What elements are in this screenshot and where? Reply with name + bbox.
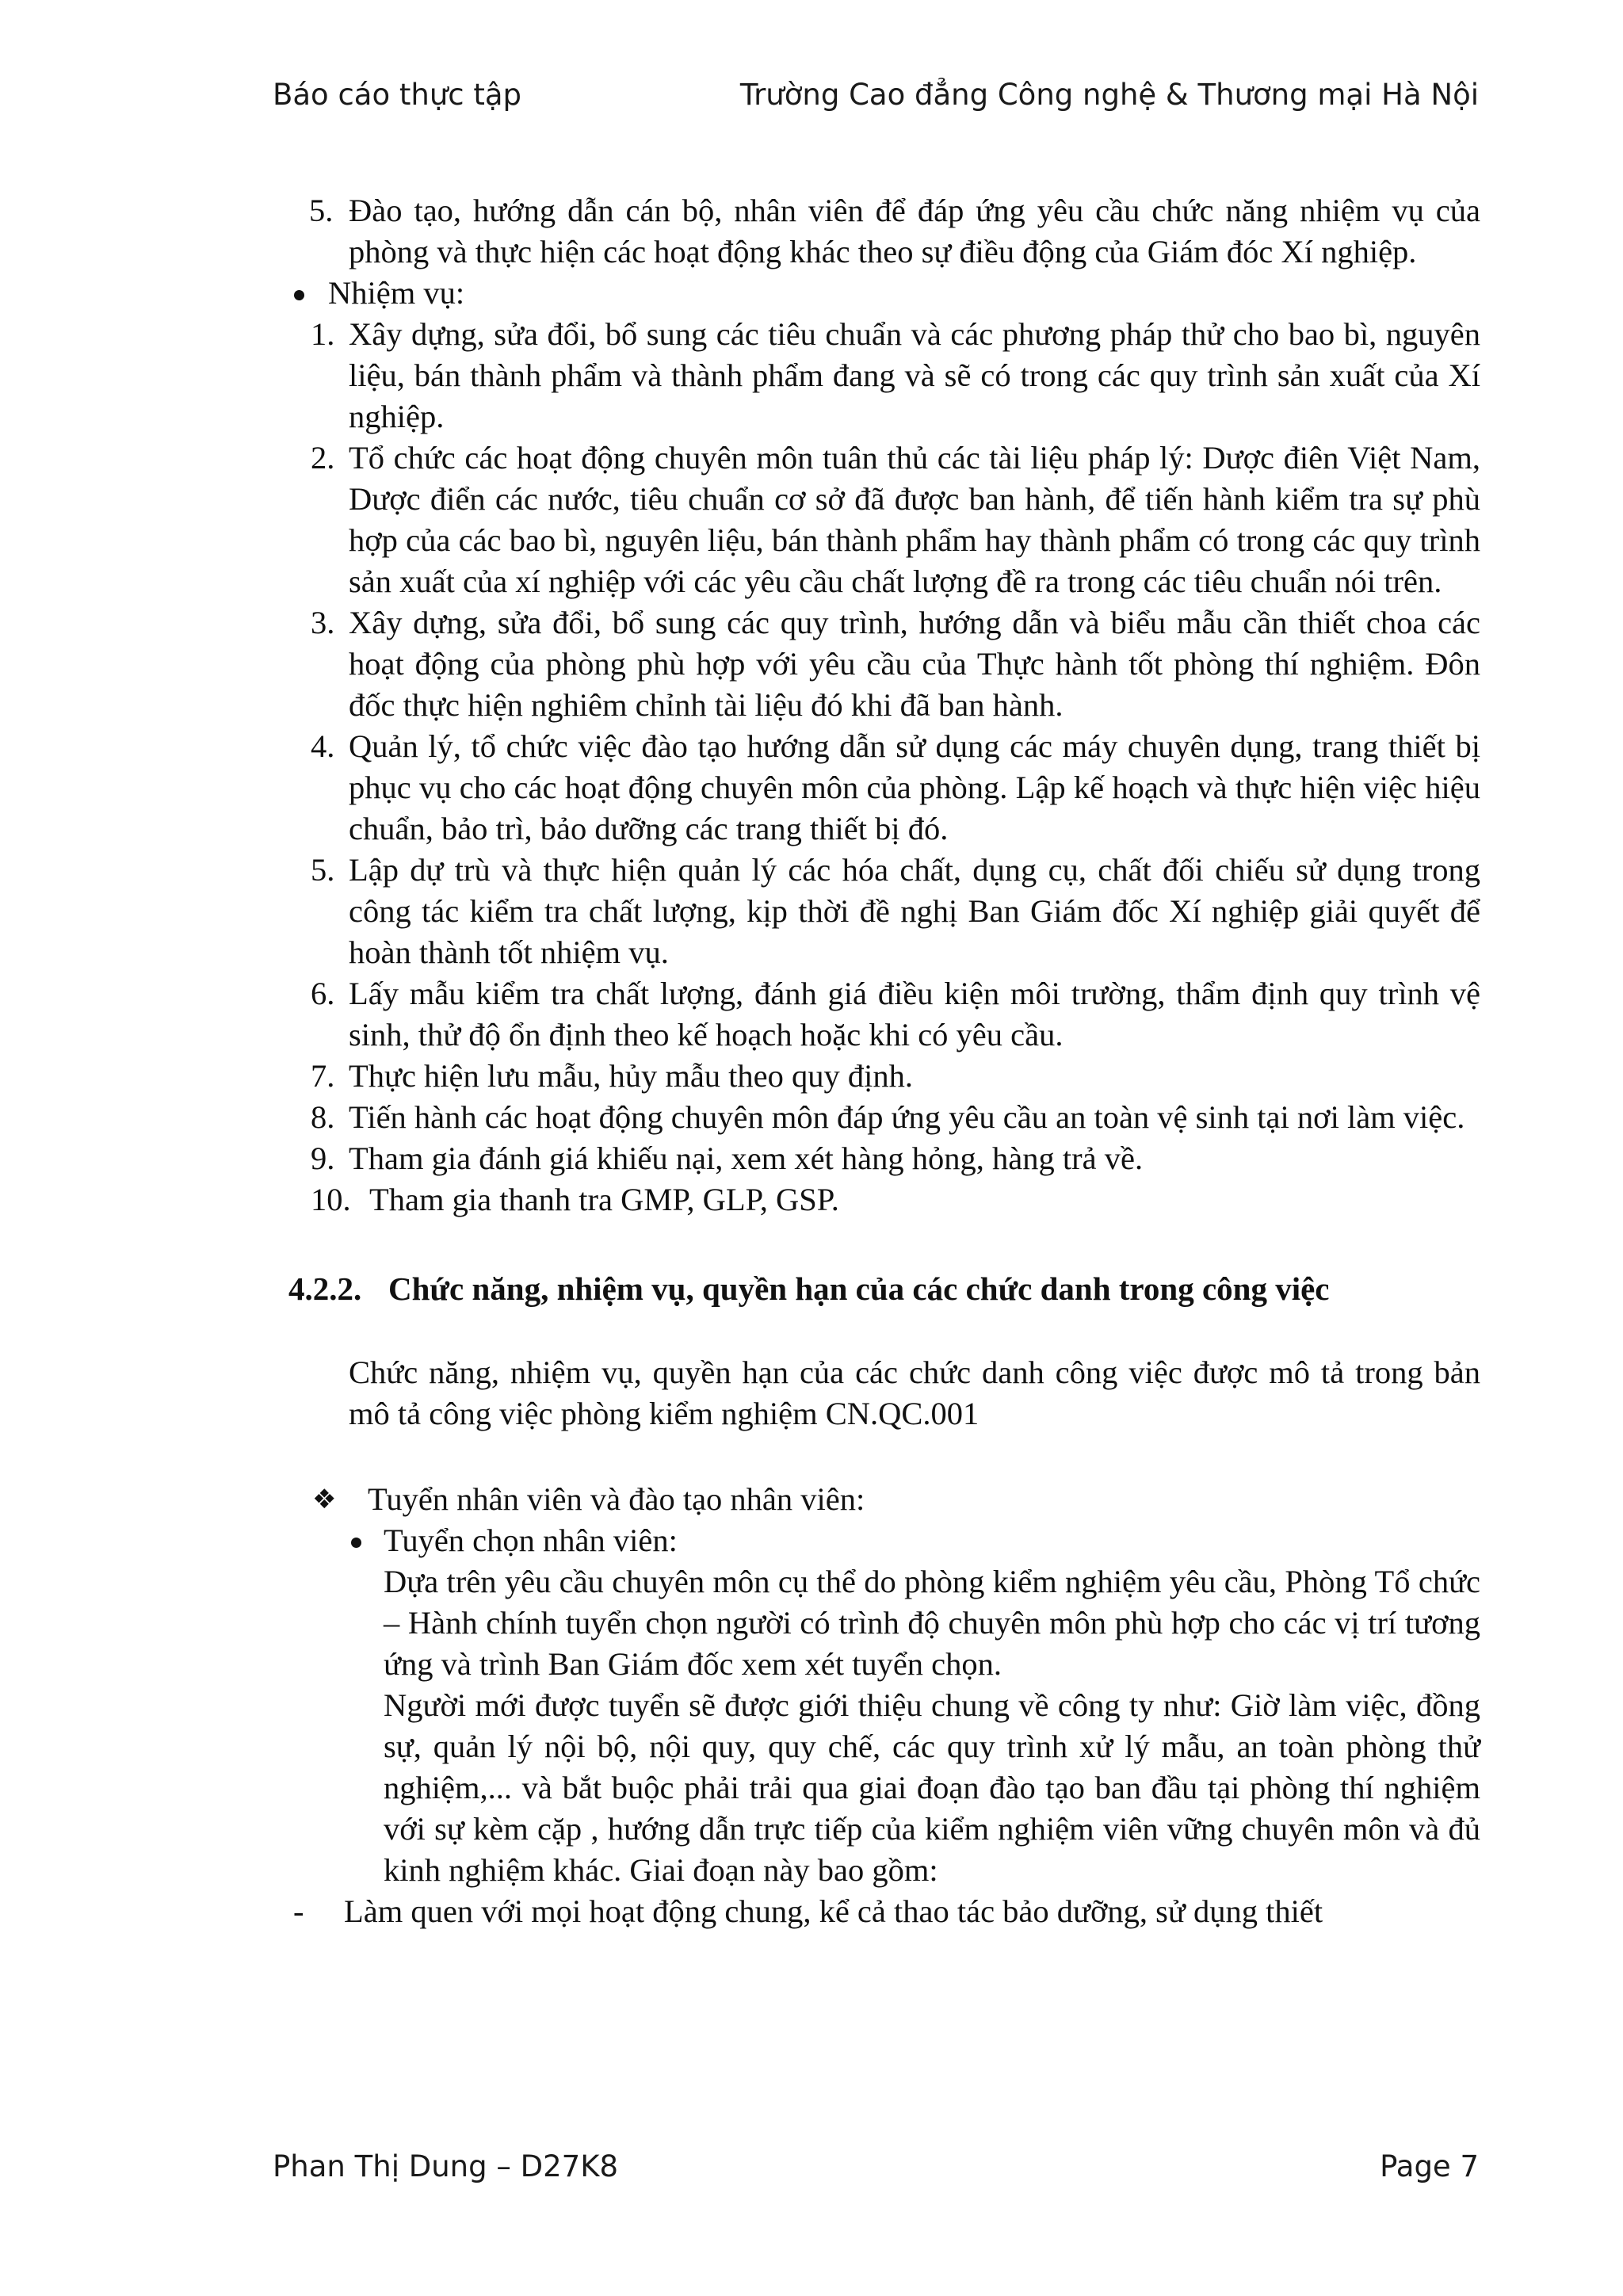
list-item bbox=[0, 1097, 1623, 1138]
list-number: 10. bbox=[311, 1182, 351, 1217]
bullet-icon bbox=[351, 1538, 361, 1548]
recruit-label: Tuyển nhân viên và đào tạo nhân viên: bbox=[368, 1481, 865, 1517]
section-heading bbox=[0, 1268, 1623, 1309]
dash-list-item bbox=[0, 1891, 1623, 1932]
footer-author: Phan Thị Dung – D27K8 bbox=[273, 2149, 619, 2183]
list-item bbox=[0, 190, 1623, 273]
list-text: Tiến hành các hoạt động chuyên môn đáp ứng yêu cầu an toàn vệ sinh tại nơi làm việc. bbox=[349, 1099, 1465, 1135]
list-number: 2. bbox=[311, 440, 335, 476]
bullet-icon bbox=[294, 290, 304, 300]
list-text: Quản lý, tổ chức việc đào tạo hướng dẫn sử dụng các máy chuyên dụng, trang thiết bị phục vụ cho các hoạt động chuyên môn của phòng. Lập kế hoạch và thực hiện việc hiệu chuẩn, bảo trì, bảo dưỡng các trang thiết bị đó. bbox=[349, 728, 1480, 846]
list-number: 5. bbox=[309, 193, 334, 228]
recruit-sub-label: Tuyển chọn nhân viên: bbox=[384, 1522, 678, 1558]
duties-heading bbox=[0, 273, 1623, 314]
list-text: Tổ chức các hoạt động chuyên môn tuân thủ các tài liệu pháp lý: Dược điên Việt Nam, Dược điển các nước, tiêu chuẩn cơ sở đã được ban hành, để tiến hành kiểm tra sự phù hợp của các bao bì, nguyên liệu, bán thành phẩm hay thành phẩm có trong các quy trình sản xuất của xí nghiệp với các yêu cầu chất lượng đề ra trong các tiêu chuẩn nói trên. bbox=[349, 440, 1480, 599]
recruit-paragraph-1: Dựa trên yêu cầu chuyên môn cụ thể do phòng kiểm nghiệm yêu cầu, Phòng Tổ chức – Hành chính tuyển chọn người có trình độ chuyên môn phù hợp cho các vị trí tương ứng và trình Ban Giám đốc xem xét tuyển chọn. bbox=[384, 1564, 1480, 1682]
document-body bbox=[0, 190, 1623, 1932]
list-item bbox=[0, 1138, 1623, 1179]
section-number: 4.2.2. bbox=[288, 1270, 362, 1307]
list-text: Tham gia thanh tra GMP, GLP, GSP. bbox=[369, 1182, 839, 1217]
page-number: Page 7 bbox=[1380, 2149, 1479, 2183]
section-paragraph: Chức năng, nhiệm vụ, quyền hạn của các chức danh công việc được mô tả trong bản mô tả công việc phòng kiểm nghiệm CN.QC.001 bbox=[349, 1354, 1480, 1431]
recruit-paragraph-2: Người mới được tuyển sẽ được giới thiệu chung về công ty như: Giờ làm việc, đồng sự, quản lý nội bộ, nội quy, quy chế, các quy trình xử lý mẫu, an toàn phòng thử nghiệm,... và bắt buộc phải trải qua giai đoạn đào tạo ban đầu tại phòng thí nghiệm với sự kèm cặp , hướng dẫn trực tiếp của kiểm nghiệm viên vững chuyên môn và đủ kinh nghiệm khác. Giai đoạn này bao gồm: bbox=[384, 1687, 1480, 1888]
list-number: 6. bbox=[311, 976, 335, 1011]
page-footer bbox=[273, 2149, 1479, 2197]
list-number: 1. bbox=[311, 316, 335, 352]
dash-item-text: Làm quen với mọi hoạt động chung, kể cả thao tác bảo dưỡng, sử dụng thiết bbox=[344, 1893, 1323, 1929]
list-text: Lấy mẫu kiểm tra chất lượng, đánh giá điều kiện môi trường, thẩm định quy trình vệ sinh, thử độ ổn định theo kế hoạch hoặc khi có yêu cầu. bbox=[349, 976, 1480, 1052]
recruit-heading bbox=[0, 1479, 1623, 1520]
dash-icon: - bbox=[293, 1893, 304, 1929]
list-text: Xây dựng, sửa đổi, bổ sung các quy trình, hướng dẫn và biểu mẫu cần thiết choa các hoạt động của phòng phù hợp với yêu cầu của Thực hành tốt phòng thí nghiệm. Đôn đốc thực hiện nghiêm chỉnh tài liệu đó khi đã ban hành. bbox=[349, 605, 1480, 723]
list-text: Đào tạo, hướng dẫn cán bộ, nhân viên để đáp ứng yêu cầu chức năng nhiệm vụ của phòng và thực hiện các hoạt động khác theo sự điều động của Giám đóc Xí nghiệp. bbox=[349, 193, 1480, 269]
function-list bbox=[0, 190, 1623, 273]
list-item bbox=[0, 314, 1623, 437]
list-item bbox=[0, 437, 1623, 602]
list-number: 5. bbox=[311, 852, 335, 888]
list-text: Tham gia đánh giá khiếu nại, xem xét hàng hỏng, hàng trả về. bbox=[349, 1140, 1144, 1176]
list-item bbox=[0, 1179, 1623, 1221]
list-number: 7. bbox=[311, 1058, 335, 1094]
header-left-text: Báo cáo thực tập bbox=[273, 78, 522, 112]
list-number: 9. bbox=[311, 1140, 335, 1176]
header-right-text: Trường Cao đẳng Công nghệ & Thương mại Hà Nội bbox=[739, 78, 1479, 112]
list-item bbox=[0, 973, 1623, 1056]
list-item bbox=[0, 602, 1623, 726]
list-text: Thực hiện lưu mẫu, hủy mẫu theo quy định. bbox=[349, 1058, 914, 1094]
duties-label: Nhiệm vụ: bbox=[328, 275, 465, 311]
list-item bbox=[0, 850, 1623, 973]
list-item bbox=[0, 726, 1623, 850]
list-number: 3. bbox=[311, 605, 335, 640]
list-item bbox=[0, 1056, 1623, 1097]
page-header bbox=[273, 78, 1479, 125]
list-number: 4. bbox=[311, 728, 335, 764]
duties-list bbox=[0, 314, 1623, 1221]
section-title: Chức năng, nhiệm vụ, quyền hạn của các chức danh trong công việc bbox=[388, 1270, 1330, 1307]
list-number: 8. bbox=[311, 1099, 335, 1135]
recruit-sub-heading bbox=[0, 1520, 1623, 1561]
four-diamond-icon: ❖ bbox=[312, 1484, 337, 1515]
list-text: Lập dự trù và thực hiện quản lý các hóa chất, dụng cụ, chất đối chiếu sử dụng trong công tác kiểm tra chất lượng, kịp thời đề nghị Ban Giám đốc Xí nghiệp giải quyết để hoàn thành tốt nhiệm vụ. bbox=[349, 852, 1480, 970]
list-text: Xây dựng, sửa đổi, bổ sung các tiêu chuẩn và các phương pháp thử cho bao bì, nguyên liệu, bán thành phẩm và thành phẩm đang và sẽ có trong các quy trình sản xuất của Xí nghiệp. bbox=[349, 316, 1480, 434]
